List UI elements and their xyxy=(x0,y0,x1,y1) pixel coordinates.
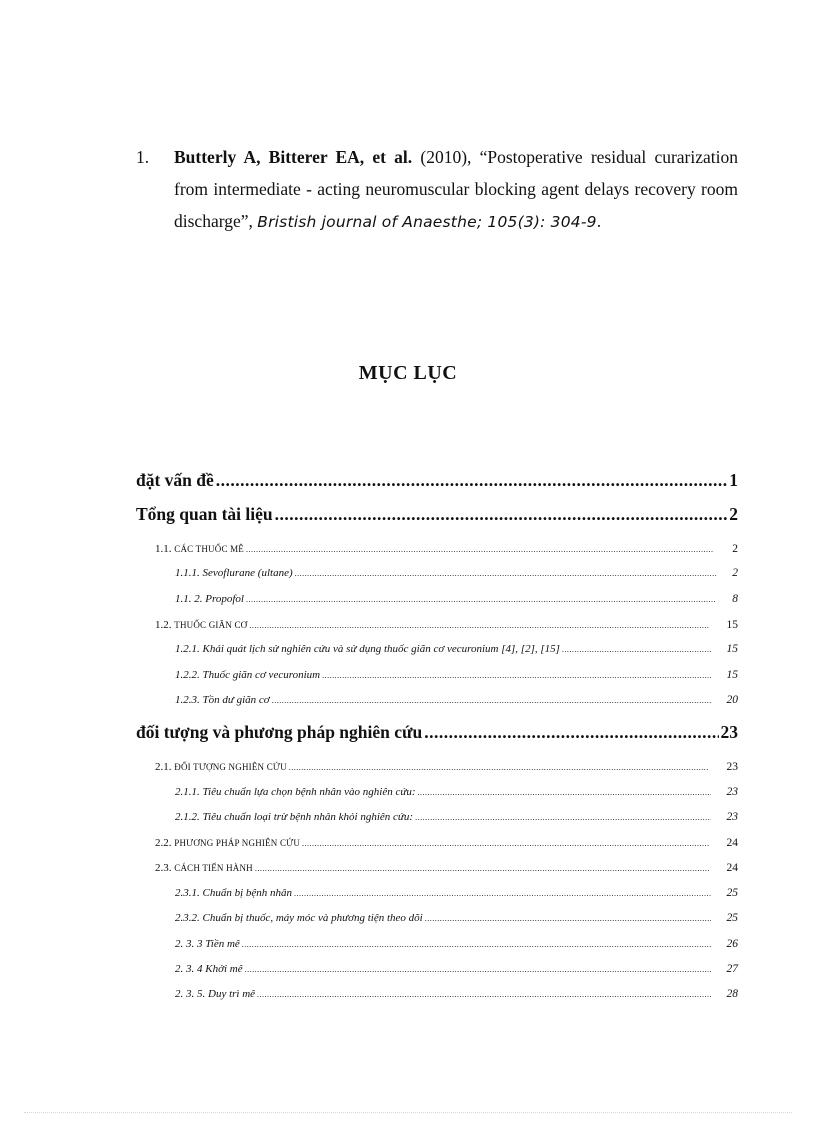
toc-leader xyxy=(249,621,708,630)
reference-entry xyxy=(136,141,738,238)
toc-entry-number: 2.2. xyxy=(155,837,172,849)
toc-entry-page: 8 xyxy=(732,593,738,605)
toc-entry-page: 26 xyxy=(726,938,738,950)
toc-entry-page: 15 xyxy=(726,643,738,655)
toc-entry-page: 15 xyxy=(726,669,738,681)
toc-entry-label: đối tượng và phương pháp nghiên cứu xyxy=(136,722,423,742)
toc-entry-section[interactable] xyxy=(155,862,738,874)
toc-leader xyxy=(415,813,710,822)
toc-entry-number: 2.3. xyxy=(155,862,172,874)
toc-entry-page: 23 xyxy=(720,722,738,742)
toc-leader xyxy=(245,965,711,974)
toc-entry-page: 23 xyxy=(726,811,738,823)
toc-entry-label: THUỐC GIÃN CƠ xyxy=(174,620,248,630)
toc-leader xyxy=(289,763,709,772)
reference-authors: Butterly A, Bitterer EA, et al. xyxy=(174,147,413,167)
toc-entry-page: 23 xyxy=(726,761,738,773)
toc-entry-label: 2. 3. 5. Duy trì mê xyxy=(175,988,256,1000)
reference-end: . xyxy=(596,211,602,231)
reference-journal: Bristish journal of Anaesthe; 105(3): 304-9 xyxy=(257,213,597,231)
toc-entry-label: 2.1.2. Tiêu chuẩn loại trừ bệnh nhân khỏi nghiên cứu: xyxy=(175,811,414,823)
toc-entry-section[interactable] xyxy=(155,543,738,555)
toc-leader xyxy=(562,645,711,654)
toc-entry-label: 1.2.3. Tồn dư giãn cơ xyxy=(175,694,270,706)
toc-entry-page: 15 xyxy=(726,619,738,631)
toc-leader xyxy=(216,470,727,491)
toc-leader xyxy=(302,839,708,848)
toc-entry-number: 1.2. xyxy=(155,619,172,631)
toc-entry-label: 2.1.1. Tiêu chuẩn lựa chọn bệnh nhân vào nghiên cứu: xyxy=(175,786,416,798)
toc-leader xyxy=(424,722,718,743)
toc-entry-subsection[interactable] xyxy=(175,567,738,579)
toc-entry-subsection[interactable] xyxy=(175,669,738,681)
toc-entry-label: 1.1. 2. Propofol xyxy=(175,593,244,605)
toc-entry-page: 1 xyxy=(729,470,738,490)
toc-leader xyxy=(272,696,711,705)
toc-entry-page: 2 xyxy=(732,543,738,555)
toc-entry-label: ĐỐI TƯỢNG NGHIÊN CỨU xyxy=(174,762,287,772)
toc-entry-section[interactable] xyxy=(155,837,738,849)
toc-leader xyxy=(275,504,728,525)
reference-year: (2010), xyxy=(420,147,472,167)
toc-entry-section[interactable] xyxy=(155,619,738,631)
toc-entry-subsection[interactable] xyxy=(175,963,738,975)
toc-entry-subsection[interactable] xyxy=(175,643,738,655)
toc-entry-chapter[interactable] xyxy=(136,722,738,743)
toc-entry-label: 2. 3. 3 Tiền mê xyxy=(175,938,240,950)
toc-entry-number: 2.1. xyxy=(155,761,172,773)
toc-entry-label: CÁC THUỐC MÊ xyxy=(174,544,244,554)
page-bottom-divider xyxy=(24,1112,792,1113)
toc-entry-page: 25 xyxy=(726,912,738,924)
toc-entry-page: 24 xyxy=(726,862,738,874)
toc-entry-number: 1.1. xyxy=(155,543,172,555)
toc-entry-page: 27 xyxy=(726,963,738,975)
toc-entry-subsection[interactable] xyxy=(175,887,738,899)
toc-leader xyxy=(242,940,711,949)
toc-entry-subsection[interactable] xyxy=(175,593,738,605)
toc-entry-label: 1.2.2. Thuốc giãn cơ vecuronium xyxy=(175,669,321,681)
toc-entry-label: 2.3.1. Chuẩn bị bệnh nhân xyxy=(175,887,293,899)
toc-entry-label: Tổng quan tài liệu xyxy=(136,504,273,524)
toc-leader xyxy=(257,990,710,999)
toc-entry-subsection[interactable] xyxy=(175,786,738,798)
toc-entry-chapter[interactable] xyxy=(136,504,738,525)
toc-entry-label: 2. 3. 4 Khởi mê xyxy=(175,963,243,975)
toc-entry-subsection[interactable] xyxy=(175,938,738,950)
toc-entry-page: 20 xyxy=(726,694,738,706)
toc-title: MỤC LỤC xyxy=(358,362,458,384)
toc-entry-page: 24 xyxy=(726,837,738,849)
toc-leader xyxy=(294,889,710,898)
toc-leader xyxy=(295,569,717,578)
toc-entry-subsection[interactable] xyxy=(175,912,738,924)
toc-leader xyxy=(246,595,716,604)
toc-leader xyxy=(255,864,709,873)
toc-entry-label: 1.1.1. Sevoflurane (ultane) xyxy=(175,567,293,579)
toc-entry-label: PHƯƠNG PHÁP NGHIÊN CỨU xyxy=(174,838,301,848)
toc-leader xyxy=(322,671,710,680)
toc-entry-section[interactable] xyxy=(155,761,738,773)
toc-entry-subsection[interactable] xyxy=(175,811,738,823)
toc-leader xyxy=(418,788,711,797)
toc-entry-label: đặt vấn đề xyxy=(136,470,214,490)
toc-entry-page: 2 xyxy=(732,567,738,579)
toc-entry-label: 2.3.2. Chuẩn bị thuốc, máy móc và phương tiện theo dõi xyxy=(175,912,423,924)
toc-entry-label: 1.2.1. Khái quát lịch sử nghiên cứu và sử dụng thuốc giãn cơ vecuronium [4], [2], [15] xyxy=(175,643,560,655)
toc-leader xyxy=(425,914,711,923)
toc-entry-page: 23 xyxy=(726,786,738,798)
toc-entry-page: 25 xyxy=(726,887,738,899)
toc-entry-page: 2 xyxy=(729,504,738,524)
toc-entry-page: 28 xyxy=(726,988,738,1000)
toc-entry-subsection[interactable] xyxy=(175,694,738,706)
toc-leader xyxy=(246,545,714,554)
toc-entry-chapter[interactable] xyxy=(136,470,738,491)
toc-entry-subsection[interactable] xyxy=(175,988,738,1000)
reference-title: “Postoperative residual curarization from intermediate - acting neuromuscular blocking agent delays recovery room discharge”, xyxy=(174,147,738,231)
reference-number: 1. xyxy=(136,147,150,167)
toc-entry-label: CÁCH TIẾN HÀNH xyxy=(174,863,253,873)
reference-body xyxy=(174,141,738,238)
